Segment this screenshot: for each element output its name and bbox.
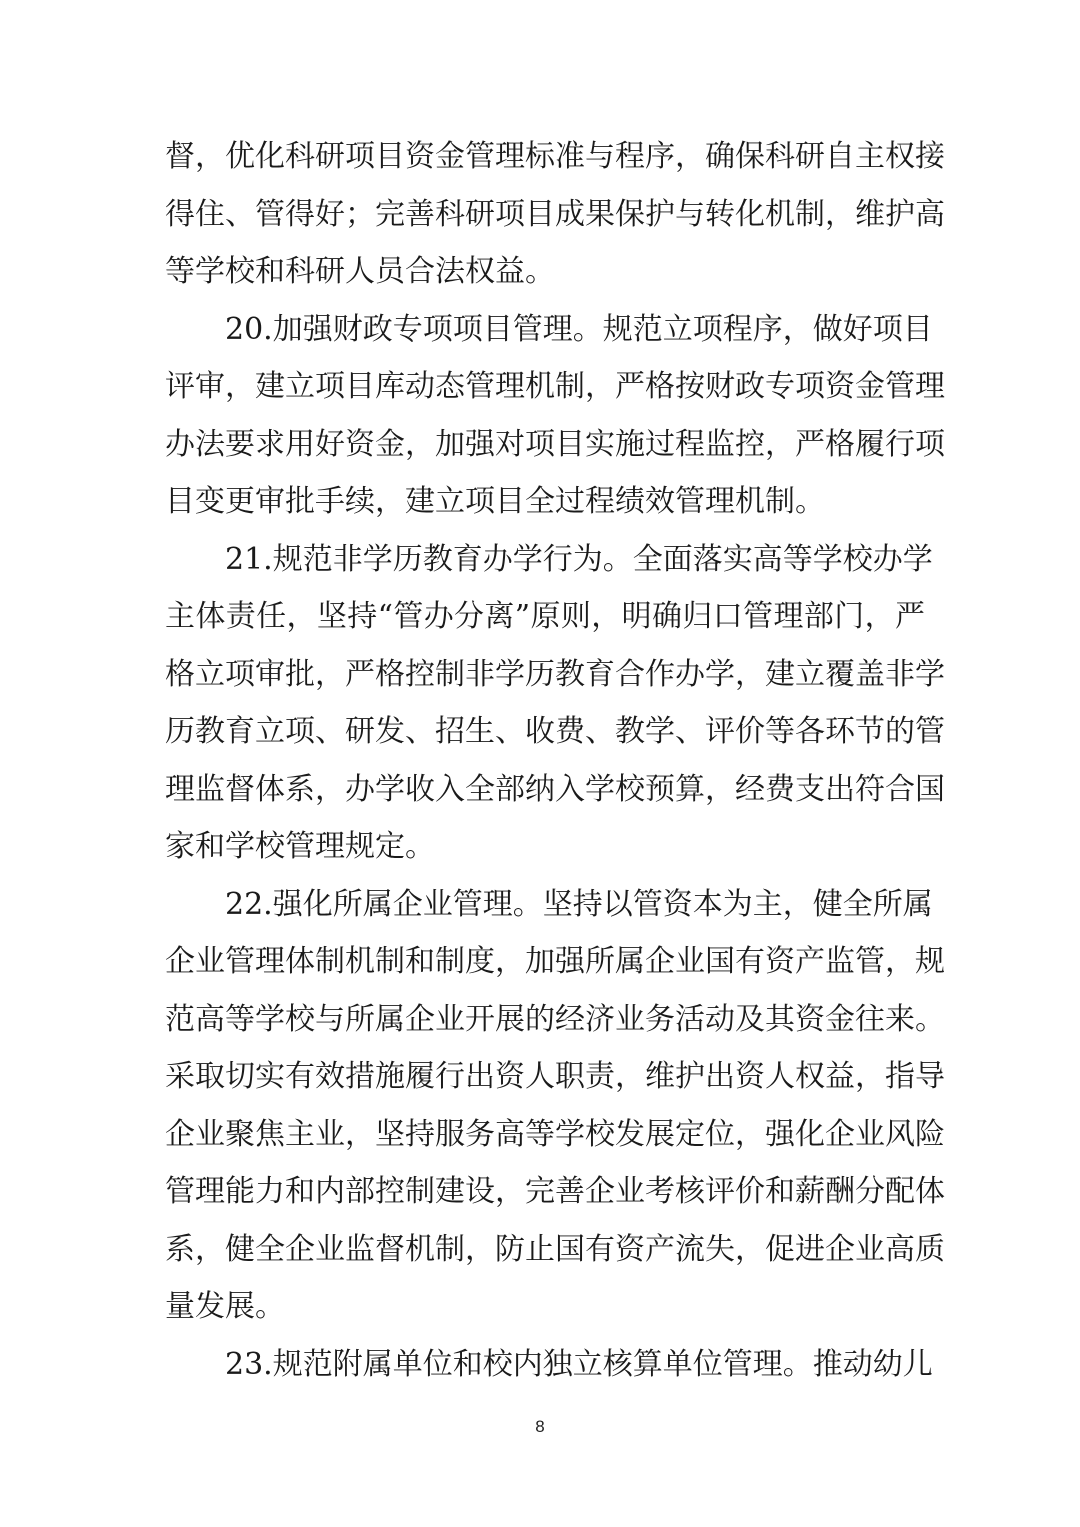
- text-line: 历教育立项、研发、招生、收费、教学、评价等各环节的管: [165, 714, 945, 749]
- text-line: 采取切实有效措施履行出资人职责，维护出资人权益，指导: [165, 1059, 945, 1094]
- text-line: 评审，建立项目库动态管理机制，严格按财政专项资金管理: [165, 369, 945, 404]
- text-line: 23.规范附属单位和校内独立核算单位管理。推动幼儿: [225, 1346, 933, 1382]
- text-line: 20.加强财政专项项目管理。规范立项程序，做好项目: [225, 311, 933, 347]
- text-line: 范高等学校与所属企业开展的经济业务活动及其资金往来。: [165, 1001, 945, 1037]
- text-line: 督，优化科研项目资金管理标准与程序，确保科研自主权接: [165, 139, 945, 174]
- text-line: 21.规范非学历教育办学行为。全面落实高等学校办学: [225, 541, 933, 577]
- text-line: 22.强化所属企业管理。坚持以管资本为主，健全所属: [225, 886, 933, 922]
- text-line: 主体责任，坚持“管办分离”原则，明确归口管理部门，严: [165, 599, 925, 634]
- text-line: 得住、管得好；完善科研项目成果保护与转化机制，维护高: [165, 196, 945, 232]
- text-line: 系，健全企业监督机制，防止国有资产流失，促进企业高质: [165, 1231, 945, 1267]
- text-line: 办法要求用好资金，加强对项目实施过程监控，严格履行项: [165, 426, 945, 462]
- text-line: 量发展。: [165, 1289, 285, 1324]
- page-number: 8: [535, 1417, 545, 1436]
- text-line: 家和学校管理规定。: [165, 829, 435, 864]
- text-line: 企业管理体制机制和制度，加强所属企业国有资产监管，规: [165, 944, 945, 979]
- text-line: 目变更审批手续，建立项目全过程绩效管理机制。: [165, 484, 825, 519]
- text-line: 等学校和科研人员合法权益。: [165, 254, 555, 289]
- text-line: 管理能力和内部控制建设，完善企业考核评价和薪酬分配体: [165, 1174, 945, 1209]
- text-line: 企业聚焦主业，坚持服务高等学校发展定位，强化企业风险: [165, 1116, 945, 1152]
- text-line: 理监督体系，办学收入全部纳入学校预算，经费支出符合国: [165, 771, 945, 807]
- body-text: [165, 128, 945, 1393]
- text-line: 格立项审批，严格控制非学历教育合作办学，建立覆盖非学: [165, 656, 945, 692]
